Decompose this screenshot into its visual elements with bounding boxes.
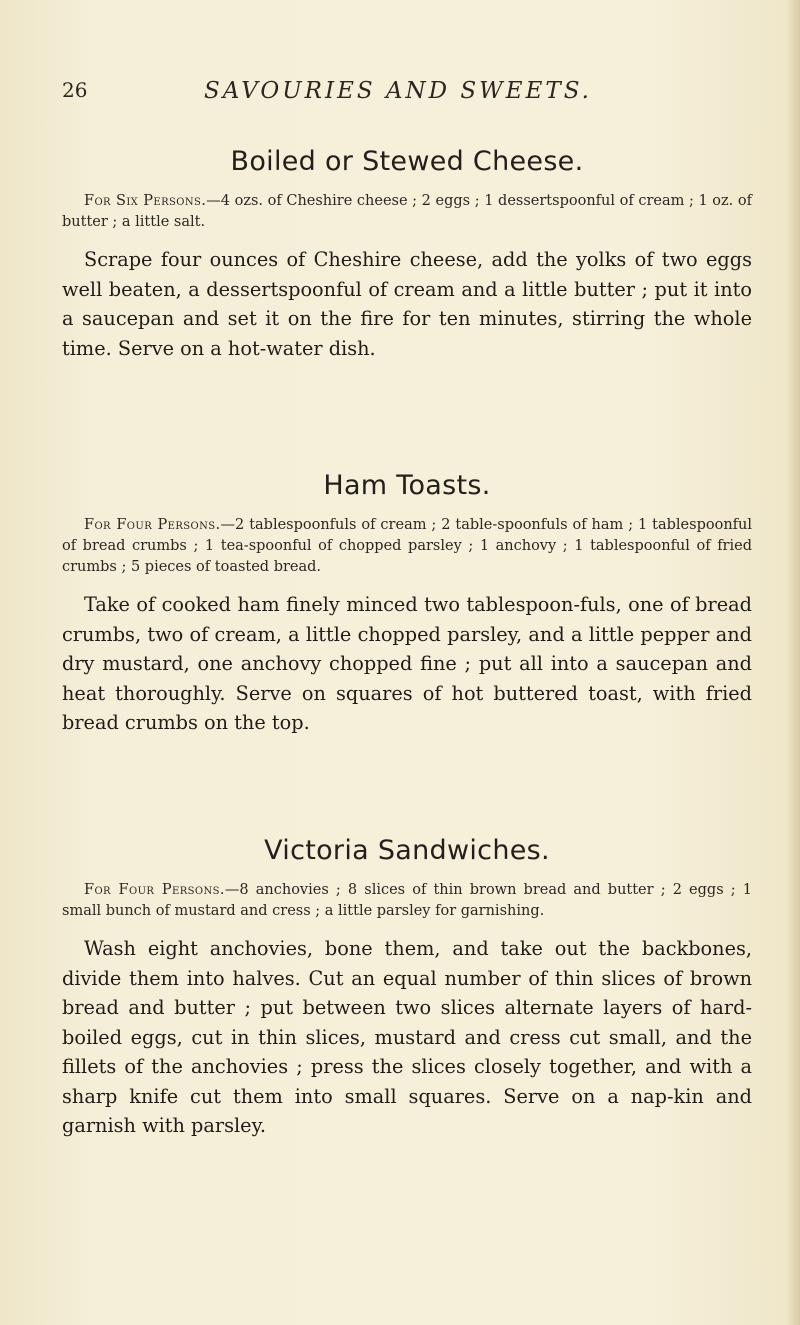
page-number: 26 <box>62 78 88 102</box>
recipe-victoria-sandwiches <box>62 835 752 1141</box>
recipe-ingredients <box>62 191 752 233</box>
recipe-method: Take of cooked ham finely minced two tablespoon-fuls, one of bread crumbs, two of cream, a little chopped parsley, and a little pepper and dry mustard, one anchovy chopped fine ; put all into a saucepan and heat thoroughly. Serve on squares of hot buttered toast, with fried bread crumbs on the top. <box>62 593 752 734</box>
recipe-ingredients <box>62 880 752 922</box>
page-edge-shadow <box>786 0 800 1325</box>
recipe-ingredients <box>62 515 752 578</box>
servings-label: For Six Persons. <box>84 193 207 209</box>
servings-label: For Four Persons. <box>84 517 221 533</box>
recipe-ham-toasts <box>62 470 752 738</box>
servings-label: For Four Persons. <box>84 882 225 898</box>
recipe-title: Victoria Sandwiches. <box>264 835 550 866</box>
recipe-method: Scrape four ounces of Cheshire cheese, add the yolks of two eggs well beaten, a dessertspoonful of cream and a little butter ; put it into a saucepan and set it on the fire for ten minutes, stirring the whole time. Serve on a hot-water dish. <box>62 248 752 360</box>
ingredients-text: —8 anchovies ; 8 slices of thin brown bread and butter ; 2 eggs ; 1 small bunch of mustard and cress ; a little parsley for garnishing. <box>62 882 752 919</box>
running-title: SAVOURIES AND SWEETS. <box>204 78 592 104</box>
recipe-method: Wash eight anchovies, bone them, and take out the backbones, divide them into halves. Cut an equal number of thin slices of brown bread and butter ; put between two slices alternate layers of hard-boiled eggs, cut in thin slices, mustard and cress cut small, and the fillets of the anchovies ; press the slices closely together, and with a sharp knife cut them into small squares. Serve on a nap-kin and garnish with parsley. <box>62 937 752 1137</box>
recipe-boiled-cheese <box>62 146 752 363</box>
running-head <box>62 78 742 112</box>
recipe-title: Ham Toasts. <box>323 470 491 501</box>
ingredients-text: —2 tablespoonfuls of cream ; 2 table-spoonfuls of ham ; 1 tablespoonful of bread crumbs ; 1 tea-spoonful of chopped parsley ; 1 anchovy ; 1 tablespoonful of fried crumbs ; 5 pieces of toasted bread. <box>62 517 753 575</box>
recipe-title: Boiled or Stewed Cheese. <box>230 146 584 177</box>
ingredients-text: —4 ozs. of Cheshire cheese ; 2 eggs ; 1 dessertspoonful of cream ; 1 oz. of butter ; a little salt. <box>62 193 752 230</box>
